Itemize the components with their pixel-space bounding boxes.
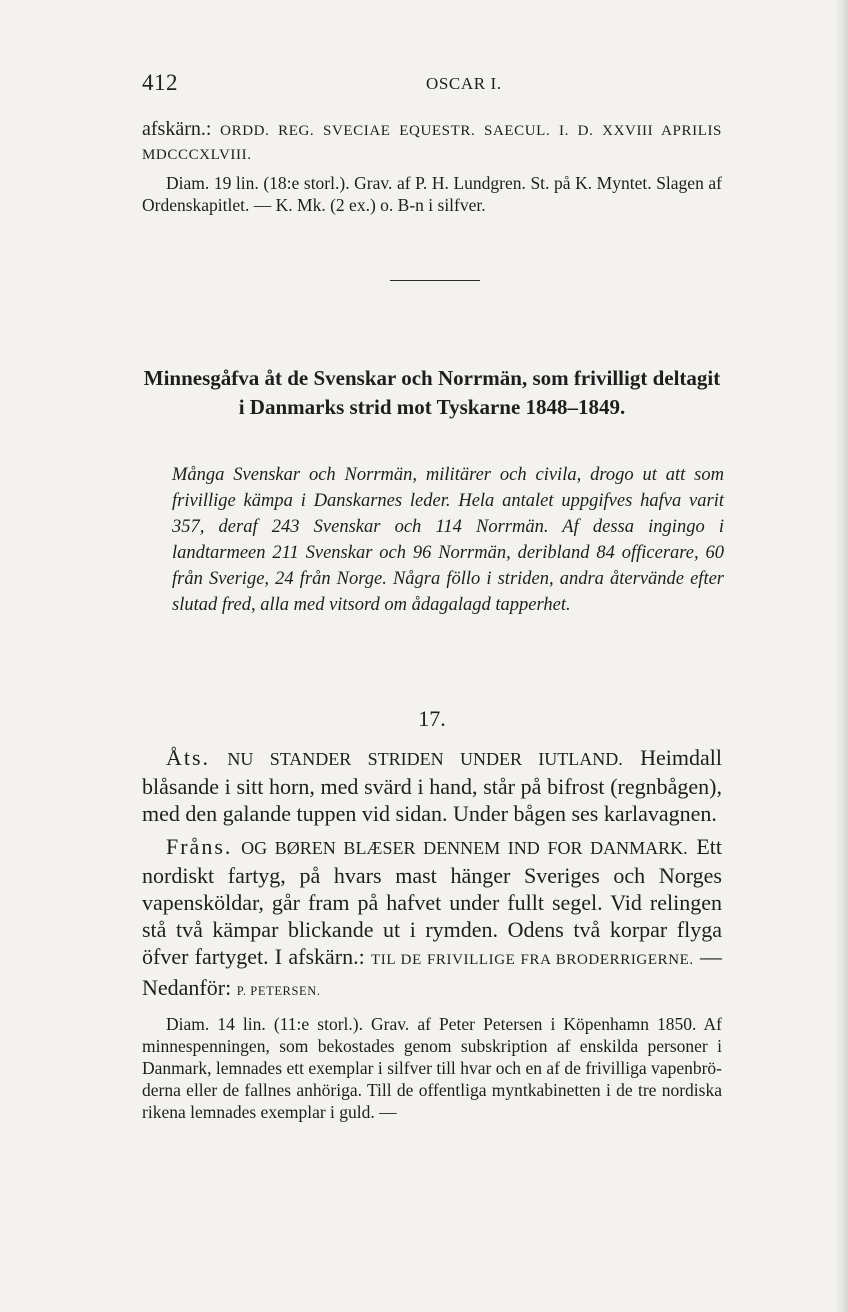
obverse-label: Åts. bbox=[166, 745, 211, 770]
entry-17 bbox=[142, 744, 722, 1123]
entry-number: 17. bbox=[418, 706, 446, 731]
reverse-legend: ORDD. REG. SVECIAE EQUESTR. SAECUL. I. D. XXVIII APRILIS MDCCCXLVIII. bbox=[142, 123, 723, 163]
below-label: Nedanför: bbox=[142, 975, 232, 1000]
entry-17-description: Diam. 14 lin. (11:e storl.). Grav. af Peter Petersen i Köpenhamn 1850. Af minnespenningen, som bekostades genom subskription af enskilda personer i Danmark, lemnades ett exemplar i silfver till hvar och en af de frivilliga vapenbröderna eller de fallnes anhöriga. Till de offentliga myntkabinetten i de tre nordiska rikena lemnades exemplar i guld. — bbox=[142, 1014, 722, 1122]
obverse-paragraph bbox=[142, 744, 722, 827]
reverse-label-17: Fråns. bbox=[166, 834, 233, 859]
section-divider bbox=[390, 280, 480, 281]
exergue-label: afskärn.: bbox=[288, 944, 365, 969]
top-entry bbox=[142, 118, 722, 216]
page-edge-shadow bbox=[834, 0, 848, 1312]
reverse-legend-17: OG BØREN BLÆSER DENNEM IND FOR DANMARK. bbox=[241, 838, 688, 858]
exergue-dash: — bbox=[700, 944, 723, 969]
exergue-legend: TIL DE FRIVILLIGE FRA BRODERRIGERNE. bbox=[371, 952, 694, 968]
top-entry-reverse bbox=[142, 118, 722, 166]
reverse-label: afskärn.: bbox=[142, 118, 212, 140]
reverse-text: Ett nordiskt fartyg, på hvars mast hänger Sveriges och Norges vapensköldar, går fram på hafvet under fullt segel. Vid relingen stå två kämpar blickande ut i rymden. Odens två korpar flyga öfver fartyget. I bbox=[142, 834, 723, 969]
obverse-text: Heimdall blåsande i sitt horn, med svärd i hand, står på bifrost (regnbågen), med den galande tuppen vid sidan. Under bågen ses karlavagnen. bbox=[142, 745, 723, 826]
top-entry-description: Diam. 19 lin. (18:e storl.). Grav. af P. H. Lundgren. St. på K. Myntet. Slagen af Ordenskapitlet. — K. Mk. (2 ex.) o. B-n i silfver. bbox=[142, 173, 722, 215]
engraver-signature: P. PETERSEN. bbox=[236, 984, 321, 998]
section-heading: Minnesgåfva åt de Svenskar och Norrmän, som frivilligt deltagit i Danmarks strid mot Tyskarne 1848–1849. bbox=[143, 366, 721, 419]
reverse-paragraph bbox=[142, 833, 722, 1005]
running-head bbox=[142, 70, 712, 102]
running-title: OSCAR I. bbox=[426, 74, 502, 93]
section-intro: Många Svenskar och Norrmän, militärer och civila, drogo ut att som frivillige kämpa i Danskarnes leder. Hela antalet uppgifves hafva varit 357, deraf 243 Svenskar och 114 Norrmän. Af dessa ingingo i landtarmeen 211 Svenskar och 96 Norrmän, deribland 84 officerare, 60 från Sverige, 24 från Norge. Några föllo i striden, andra återvände efter slutad fred, alla med vitsord om ådagalagd tapperhet. bbox=[172, 465, 724, 615]
page-number: 412 bbox=[142, 70, 178, 95]
obverse-legend: NU STANDER STRIDEN UNDER IUTLAND. bbox=[227, 749, 623, 769]
